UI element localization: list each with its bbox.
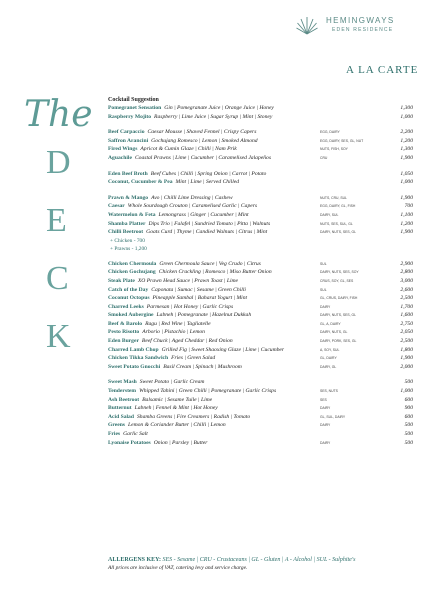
menu-item-price: 2,000 [400,363,413,370]
menu-item-description: Shamba Greens | Fire Creamers | Radish | Tomato [136,413,251,420]
menu-item-description: Raspberry | Lime Juice | Sugar Syrup | Mint | Stoney [154,113,273,120]
menu-footer [108,557,413,571]
menu-item [108,178,413,187]
menu-item-description: Sweet Potato | Garlic Cream [139,379,205,386]
menu-item [108,311,413,320]
menu-item-allergens: GL, CRUS, DAIRY, FISH [320,296,358,301]
menu-item-allergens: SES, NUTS [320,389,338,394]
menu-item-price: 1,600 [400,312,413,319]
menu-item-price: 500 [404,431,413,437]
menu-item [108,404,413,413]
menu-item-allergens: DAIRY, NUTS, SES, GL [320,230,357,235]
menu-item-name: Pesto Risotto [108,329,140,336]
menu-item-price: 1,900 [400,194,413,201]
menu-item-price: 3,000 [400,277,413,284]
menu-item-allergens: A, SOY, SUL [320,347,340,352]
menu-item-allergens: SUL [320,261,327,266]
menu-item-description: Whole Sourdough Crouton | Caramelised Garlic | Capers [127,203,258,210]
section-heading: Cocktail Suggestion [108,97,159,103]
menu-item [108,337,413,346]
menu-item-price: 1,800 [400,346,413,353]
deck-the: The [24,94,93,135]
menu-item-price: 1,100 [400,211,413,218]
menu-item-description: Balsamic | Sesame Tuile | Lime [142,396,213,403]
deck-letter: E [46,202,69,239]
menu-item-description: Beef Cubes | Chilli | Spring Onion | Carrot | Potato [150,170,267,177]
menu-item-price: 2,200 [400,129,413,136]
menu-item [108,430,413,439]
menu-item-allergens: EGG, DAIRY [320,130,340,135]
menu-item-description: Caponata | Sumac | Sesame | Green Chilli [151,286,246,293]
menu-item-allergens: EGG, DAIRY, GL, FISH [320,204,356,209]
menu-item-name: Coconut, Cucumber & Pea [108,179,173,186]
brand-name: HEMINGWAYS [326,16,395,25]
deck-letter: K [46,318,73,355]
menu-item-price: 2,500 [400,295,413,302]
menu-item-name: Eden Beef Broth [108,170,148,177]
menu-item [108,137,413,146]
brand-subtitle: EDEN RESIDENCE [332,27,394,33]
menu-item-description: Lemon & Coriander Butter | Chilli | Lemon [128,422,226,429]
menu-item-description: Lemongrass | Ginger | Cucumber | Mint [158,211,249,218]
menu-item-allergens: CRU [320,155,328,160]
allergens-text: SES - Sesame | CRU - Crustaceans | GL - Gluten | A - Alcohol | SUL - Sulphite's [162,557,356,563]
menu-item-price: 1,200 [400,220,413,227]
add-on-option: + Chicken - 700 [110,237,145,244]
menu-item-name: Saffron Arancini [108,137,149,144]
menu-item [108,113,413,122]
menu-item-name: Charred Lamb Chop [108,346,159,353]
menu-item-price: 1,900 [400,355,413,362]
menu-item [108,363,413,372]
menu-item [108,320,413,329]
menu-item-price: 1,000 [400,388,413,395]
menu-item [108,286,413,295]
menu-item-allergens: DAIRY, NUTS, SES, GL [320,313,357,318]
menu-item-price: 1,900 [400,229,413,236]
menu-item [108,303,413,312]
menu-item-name: Lyonaise Potatoes [108,439,151,446]
menu-item-name: Chicken Tikka Sandwich [108,355,169,362]
menu-item [108,421,413,430]
allergens-key [108,557,413,563]
menu-item-description: Fries | Green Salad [171,355,216,362]
menu-item [108,211,413,220]
menu-item-price: 900 [404,405,413,412]
menu-item-name: Sweet Potato Gnocchi [108,363,161,370]
menu-item-name: Fired Wings [108,146,138,153]
menu-item-price: 2,750 [400,320,413,327]
menu-item [108,170,413,179]
allergens-label: ALLERGENS KEY: [108,557,161,563]
menu-item-allergens: SUL [320,287,327,292]
menu-item-price: 1,300 [400,146,413,153]
menu-item-name: Raspberry Mojito [108,113,152,120]
menu-item-description: Pineapple Sambal | Baharat Yogurt | Mint [152,295,248,302]
menu-item-allergens: DAIRY, SUL [320,212,339,217]
menu-item [108,328,413,337]
menu-item [108,268,413,277]
menu-item-name: Tenderstem [108,388,137,395]
menu-item-name: Chicken Gochujang [108,269,156,276]
menu-item-description: Grilled Fig | Sweet Shaoxing Glaze | Lime | Cucumber [161,346,285,353]
menu-item [108,294,413,303]
menu-item-name: Acid Salad [108,413,134,420]
menu-item [108,228,413,237]
menu-item-description: Gin | Pomegranate Juice | Orange Juice | Honey [164,105,274,111]
menu-item-name: Shamba Platter [108,220,146,227]
menu-item-price: 1,000 [400,113,413,120]
menu-item-description: Green Chermoula Sauce | Veg Crudo | Citrus [159,260,261,267]
menu-item [108,378,413,387]
menu-item-description: Garlic Salt [123,431,148,437]
menu-item [108,346,413,355]
menu-item [108,145,413,154]
menu-item-description: Chicken Crackling | Romesco | Miso Butter Onion [158,269,272,276]
menu-item [108,387,413,396]
page-title: A LA CARTE [346,64,419,76]
deck-letter: D [46,144,73,181]
menu-item-price: 1,700 [400,303,413,310]
menu-item-description: Coastal Prawns | Lime | Cucumber | Caramelised Jalapeños [134,154,272,161]
menu-item-name: Charred Leeks [108,303,144,310]
menu-item-allergens: NUTS, FISH, SOY [320,147,348,152]
menu-item [108,260,413,269]
palm-fan-icon [296,14,318,36]
menu-item-description: Mint | Lime | Served Chilled [175,179,240,186]
menu-list [108,96,413,447]
menu-item-name: Sweet Mash [108,379,137,386]
menu-item-allergens: DAIRY, GL [320,364,337,369]
menu-item-description: Ragu | Red Wine | Tagliatelle [145,320,211,327]
menu-item-price: 2,800 [400,269,413,276]
menu-item-price: 1,900 [400,154,413,161]
menu-item [108,277,413,286]
menu-item-description: XO Prawn Head Sauce | Prawn Toast | Lime [137,277,239,284]
menu-item-price: 2,900 [400,260,413,267]
menu-item-description: Dips Trio | Falafel | Sundried Tomato | Pitta | Walnuts [148,220,271,227]
menu-item-name: Chilli Beetroot [108,229,144,236]
menu-item-allergens: EGG, DAIRY, SES, GL, NUT [320,138,364,143]
menu-item-description: Basil Cream | Spinach | Mushroom [163,363,242,370]
menu-item-name: Aguachile [108,154,132,161]
prices-note: All prices are inclusive of VAT, catering levy and service charge. [108,565,248,571]
menu-item-price: 2,500 [400,338,413,345]
menu-item-price: 600 [404,413,413,420]
brand-header [0,12,440,52]
menu-item-description: Apricot & Cumin Glaze | Chilli | Nam Prik [140,146,237,153]
menu-item-allergens: GL, DAIRY [320,356,337,361]
menu-item [108,194,413,203]
menu-item [108,202,413,211]
menu-item-allergens: DAIRY, PORK, SES, GL [320,339,357,344]
menu-item-allergens: NUTS, SES, SUL, GL [320,221,353,226]
menu-item-description: Onion | Parsley | Butter [153,439,208,446]
menu-item [108,154,413,163]
deck-letter: C [46,260,71,297]
menu-item-allergens: NUTS, CRU, SUL [320,195,347,200]
menu-item-name: Fries [108,431,121,437]
menu-item [108,354,413,363]
menu-item-description: Avo | Chilli Lime Dressing | Cashew [151,194,233,201]
menu-item-allergens: GL, SUL, DAIRY [320,414,346,419]
menu-item [108,104,413,113]
menu-item-description: Whipped Tahini | Green Chilli | Pomegranate | Garlic Crisps [139,388,277,395]
menu-item-description: Labneh | Fennel & Mint | Hot Honey [134,405,218,412]
menu-item-price: 500 [404,439,413,446]
menu-item-price: 2,600 [400,286,413,293]
add-on-option: + Prawns - 1,200 [110,245,147,252]
menu-item-name: Catch of the Day [108,286,149,293]
menu-item-name: Beef & Barolo [108,320,143,327]
menu-item-description: Gochujang Romesco | Lemon | Smoked Almond [151,137,258,144]
menu-item-allergens: DAIRY [320,440,331,445]
menu-item-description: Goats Curd | Thyme | Candied Walnuts | Citrus | Mint [146,229,268,236]
menu-item-price: 1,050 [400,170,413,177]
menu-item-name: Butternut [108,405,132,412]
menu-item-price: 500 [404,379,413,386]
menu-item-description: Caesar Mousse | Shaved Fennel | Crispy Capers [147,129,257,136]
menu-item-price: 1,300 [400,105,413,111]
menu-item-name: Prawn & Mango [108,194,149,201]
menu-item [108,220,413,229]
menu-item-price: 600 [404,396,413,403]
menu-item [108,413,413,422]
menu-item-price: 2,050 [400,329,413,336]
menu-item-name: Beef Carpaccio [108,129,145,136]
menu-item-name: Greens [108,422,125,429]
menu-item-name: Watermelon & Feta [108,211,156,218]
menu-item-allergens: DAIRY, NUTS, SES, SOY [320,270,359,275]
menu-item-name: Steak Plate [108,277,135,284]
menu-item-allergens: DAIRY [320,423,331,428]
menu-item-description: Arborio | Pistachio | Lemon [142,329,205,336]
menu-item-allergens: DAIRY [320,406,331,411]
menu-item-price: 500 [404,422,413,429]
menu-item-description: Labneh | Pomegranate | Hazelnut Dukkah [156,312,252,319]
menu-item-allergens: DAIRY, NUTS, GL [320,330,348,335]
menu-item-name: Coconut Octopus [108,295,150,302]
menu-item-price: 1,200 [400,137,413,144]
menu-item-description: Parmesan | Hot Honey | Garlic Crisps [146,303,234,310]
menu-item-name: Ash Beetroot [108,396,140,403]
menu-item-allergens: SES [320,397,327,402]
menu-item-name: Chicken Chermoula [108,260,157,267]
menu-item-name: Eden Burger [108,338,139,345]
menu-item-description: Beef Chuck | Aged Cheddar | Red Onion [141,338,233,345]
menu-item-allergens: DAIRY [320,304,331,309]
menu-item-name: Caesar [108,203,125,210]
menu-item-name: Pomegranet Sensation [108,105,162,111]
menu-item-price: 1,000 [400,179,413,186]
menu-item-allergens: CRUS, SOY, GL, SES [320,278,354,283]
menu-item-price: 700 [404,203,413,210]
menu-item [108,396,413,405]
menu-item-name: Smoked Aubergine [108,312,154,319]
menu-item [108,128,413,137]
menu-item [108,439,413,448]
menu-item-allergens: GL, A, DAIRY [320,321,341,326]
